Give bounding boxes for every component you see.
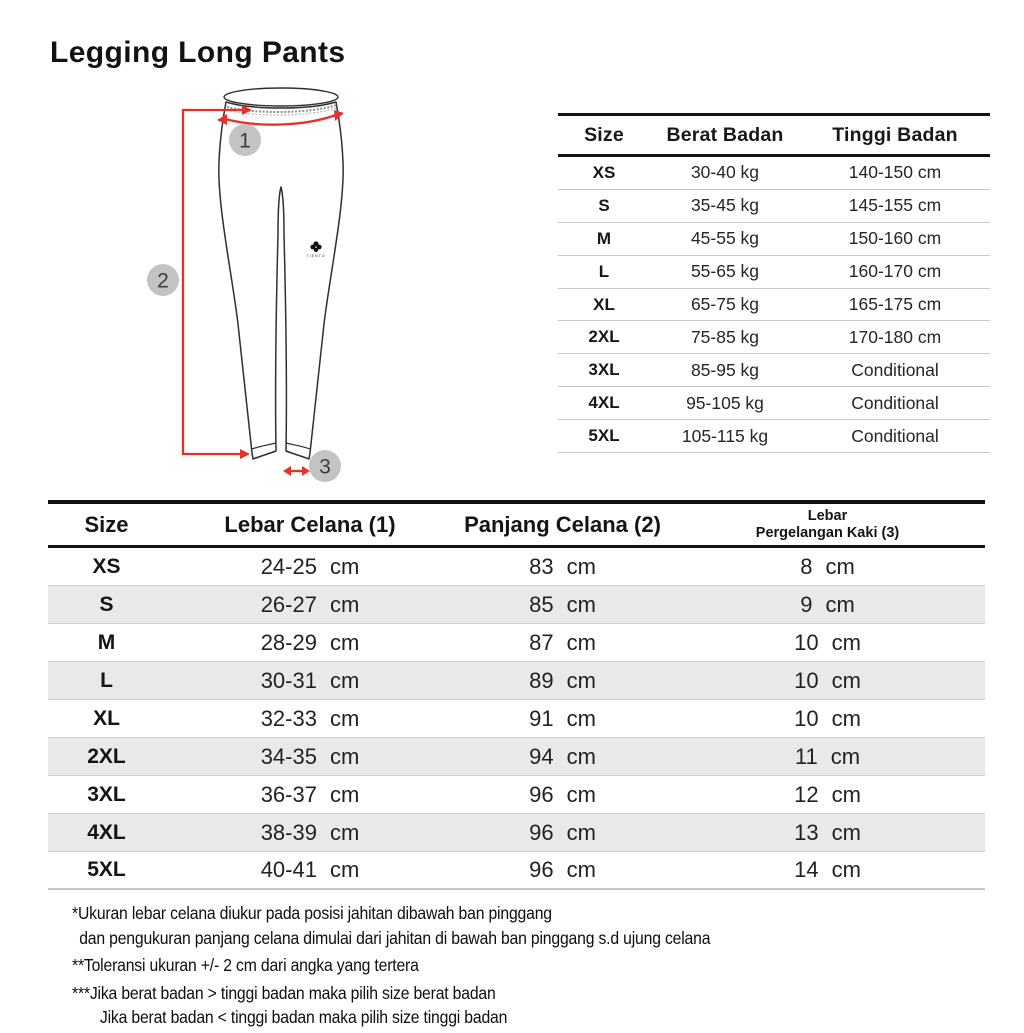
unit: cm xyxy=(566,591,596,617)
value: 94 xyxy=(529,743,554,769)
table-row xyxy=(48,586,985,624)
kaki-cell xyxy=(670,744,985,770)
unit: cm xyxy=(329,705,360,731)
lebar-cell xyxy=(165,820,455,846)
unit: cm xyxy=(566,781,596,807)
value-cell: 65-75 kg xyxy=(690,294,760,314)
value-cell: 160-170 cm xyxy=(848,261,942,282)
lebar-cell xyxy=(165,554,455,580)
kaki-cell xyxy=(670,857,985,883)
unit: cm xyxy=(329,667,360,693)
value: 96 xyxy=(529,819,554,845)
size-cell: 4XL xyxy=(588,393,620,413)
panjang-cell xyxy=(455,820,670,846)
unit: cm xyxy=(329,743,360,769)
value: 14 xyxy=(794,857,819,882)
value: 24-25 xyxy=(260,553,317,579)
unit: cm xyxy=(566,743,596,769)
weight-height-table-header xyxy=(558,113,990,157)
unit: cm xyxy=(329,553,360,579)
value: 9 xyxy=(800,591,813,617)
size-cell: S xyxy=(99,592,114,616)
panjang-cell xyxy=(455,782,670,808)
value-cell: Conditional xyxy=(851,392,939,413)
value-cell: 85-95 kg xyxy=(690,359,760,380)
panjang-cell xyxy=(455,857,670,883)
table-row xyxy=(48,624,985,662)
unit: cm xyxy=(329,857,360,882)
footnote-line: dan pengukuran panjang celana dimulai dari jahitan di bawah ban pinggang s.d ujung celana xyxy=(79,927,711,948)
table-row xyxy=(48,700,985,738)
size-cell: XL xyxy=(593,294,615,314)
marker-2-label: 2 xyxy=(157,269,169,293)
table-row xyxy=(48,738,985,776)
value-cell: 45-55 kg xyxy=(690,228,760,249)
dimension-table xyxy=(48,500,985,890)
measure-arrow-ankle xyxy=(283,466,310,476)
col-header-kaki-line2: Pergelangan Kaki (3) xyxy=(755,524,900,541)
footnote-group xyxy=(72,981,756,1030)
value-cell: 145-155 cm xyxy=(848,195,942,216)
value-cell: 55-65 kg xyxy=(690,261,760,282)
value: 96 xyxy=(529,857,554,882)
unit: cm xyxy=(329,591,360,617)
table-row xyxy=(48,852,985,890)
kaki-cell xyxy=(670,592,985,618)
kaki-cell xyxy=(670,782,985,808)
value-cell: 95-105 kg xyxy=(686,392,764,413)
weight-height-table xyxy=(558,113,990,453)
panjang-cell xyxy=(455,706,670,732)
table-row xyxy=(558,354,990,387)
value: 83 xyxy=(529,553,554,579)
kaki-cell xyxy=(670,554,985,580)
unit: cm xyxy=(566,857,596,882)
value: 11 xyxy=(794,743,818,769)
lebar-cell xyxy=(165,706,455,732)
panjang-cell xyxy=(455,630,670,656)
table-row xyxy=(558,321,990,354)
value-cell: Conditional xyxy=(851,359,939,380)
unit: cm xyxy=(566,553,596,579)
lebar-cell xyxy=(165,744,455,770)
lebar-cell xyxy=(165,592,455,618)
table-row xyxy=(558,190,990,223)
marker-2 xyxy=(147,264,179,296)
value: 36-37 xyxy=(260,781,317,807)
unit: cm xyxy=(825,591,855,617)
value: 38-39 xyxy=(260,819,317,845)
value: 40-41 xyxy=(260,857,317,882)
marker-1 xyxy=(229,124,261,156)
value: 12 xyxy=(794,781,819,807)
unit: cm xyxy=(329,819,360,845)
table-row xyxy=(558,289,990,322)
value-cell: 165-175 cm xyxy=(848,294,942,314)
unit: cm xyxy=(329,629,360,655)
size-cell: 3XL xyxy=(588,360,620,380)
footnotes xyxy=(72,901,756,1033)
weight-height-table-body xyxy=(558,157,990,453)
brand-logo-text: TIENTO xyxy=(306,254,326,258)
size-cell: L xyxy=(598,261,610,281)
footnote-group xyxy=(72,901,756,950)
table-row xyxy=(48,548,985,586)
size-cell: S xyxy=(598,195,610,215)
kaki-cell xyxy=(670,630,985,656)
value-cell: 105-115 kg xyxy=(681,425,769,446)
lebar-cell xyxy=(165,782,455,808)
kaki-cell xyxy=(670,706,985,732)
value: 10 xyxy=(794,629,819,655)
leggings-diagram xyxy=(140,82,370,492)
size-cell: 4XL xyxy=(87,820,126,844)
table-row xyxy=(558,420,990,453)
value: 32-33 xyxy=(260,705,317,731)
lebar-cell xyxy=(165,630,455,656)
size-cell: 3XL xyxy=(87,782,126,806)
col-header-size: Size xyxy=(584,123,624,146)
value: 87 xyxy=(529,629,554,655)
panjang-cell xyxy=(455,554,670,580)
unit: cm xyxy=(831,629,861,655)
size-cell: XL xyxy=(93,706,120,730)
value: 30-31 xyxy=(260,667,317,693)
unit: cm xyxy=(566,819,596,845)
size-cell: 2XL xyxy=(588,327,620,347)
unit: cm xyxy=(831,781,861,807)
table-row xyxy=(558,387,990,420)
waist-opening xyxy=(224,88,338,106)
size-cell: 5XL xyxy=(588,426,620,446)
table-row xyxy=(558,157,990,190)
leggings-outline xyxy=(219,102,343,459)
value-cell: 30-40 kg xyxy=(690,162,760,183)
table-row xyxy=(558,256,990,289)
col-header-kaki-line1: Lebar xyxy=(807,507,848,524)
footnote-line: ***Jika berat badan > tinggi badan maka pilih size berat badan xyxy=(72,982,496,1003)
marker-1-label: 1 xyxy=(239,129,251,153)
unit: cm xyxy=(831,705,861,731)
col-header-size: Size xyxy=(84,511,129,537)
unit: cm xyxy=(566,705,596,731)
unit: cm xyxy=(831,819,861,845)
value-cell: 35-45 kg xyxy=(690,195,760,216)
footnote-line: *Ukuran lebar celana diukur pada posisi jahitan dibawah ban pinggang xyxy=(72,903,552,923)
dimension-table-header xyxy=(48,500,985,548)
value: 34-35 xyxy=(260,743,317,769)
value: 13 xyxy=(794,819,819,845)
col-header-tinggi-badan: Tinggi Badan xyxy=(832,123,958,146)
unit: cm xyxy=(830,743,861,769)
lebar-cell xyxy=(165,668,455,694)
size-cell: XS xyxy=(592,162,616,182)
lebar-cell xyxy=(165,857,455,883)
table-row xyxy=(558,223,990,256)
panjang-cell xyxy=(455,668,670,694)
footnote-group xyxy=(72,953,756,978)
marker-3-label: 3 xyxy=(319,455,331,479)
value: 96 xyxy=(529,781,554,807)
value: 89 xyxy=(529,667,554,693)
footnote-line: **Toleransi ukuran +/- 2 cm dari angka yang tertera xyxy=(72,955,419,975)
value-cell: 75-85 kg xyxy=(690,326,760,347)
kaki-cell xyxy=(670,820,985,846)
size-cell: M xyxy=(97,630,116,654)
table-row xyxy=(48,776,985,814)
value-cell: 170-180 cm xyxy=(848,326,942,347)
value: 26-27 xyxy=(260,591,317,617)
size-cell: L xyxy=(100,668,113,692)
footnote-line: Jika berat badan < tinggi badan maka pilih size tinggi badan xyxy=(99,1007,508,1027)
value-cell: 140-150 cm xyxy=(848,162,942,183)
table-row xyxy=(48,814,985,852)
value-cell: 150-160 cm xyxy=(848,228,942,249)
unit: cm xyxy=(329,781,360,807)
size-cell: M xyxy=(596,228,612,248)
col-header-berat-badan: Berat Badan xyxy=(666,123,784,146)
panjang-cell xyxy=(455,592,670,618)
col-header-panjang-celana: Panjang Celana (2) xyxy=(464,511,661,537)
col-header-lebar-pergelangan-kaki xyxy=(670,508,985,542)
value: 85 xyxy=(529,591,554,617)
value: 28-29 xyxy=(260,629,317,655)
value: 8 xyxy=(800,553,813,579)
dimension-table-body xyxy=(48,548,985,890)
marker-3 xyxy=(309,450,341,482)
value: 10 xyxy=(794,705,819,731)
unit: cm xyxy=(831,667,861,693)
size-cell: 5XL xyxy=(87,858,126,881)
value-cell: Conditional xyxy=(851,425,939,446)
unit: cm xyxy=(566,629,596,655)
page-title: Legging Long Pants xyxy=(50,36,346,69)
value: 91 xyxy=(529,705,554,731)
col-header-lebar-celana: Lebar Celana (1) xyxy=(224,511,396,537)
panjang-cell xyxy=(455,744,670,770)
size-cell: XS xyxy=(92,554,121,578)
unit: cm xyxy=(831,857,861,882)
value: 10 xyxy=(794,667,819,693)
unit: cm xyxy=(566,667,596,693)
kaki-cell xyxy=(670,668,985,694)
table-row xyxy=(48,662,985,700)
unit: cm xyxy=(825,553,855,579)
size-cell: 2XL xyxy=(87,744,126,768)
